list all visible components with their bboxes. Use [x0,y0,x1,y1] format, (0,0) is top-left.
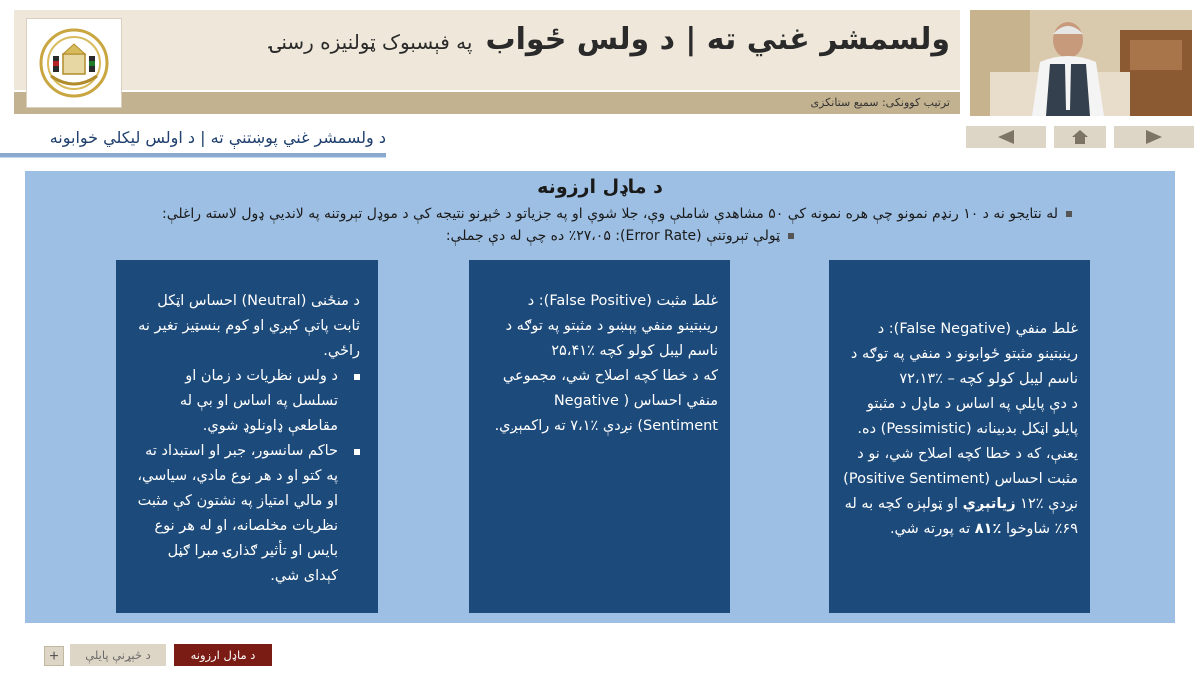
home-button[interactable] [1054,126,1106,148]
panel-title: د ماډل ارزونه [537,176,663,198]
arrow-left-icon [997,130,1015,144]
tab-model-evaluation[interactable]: د ماډل ارزونه [174,644,272,666]
bullet-square-icon [354,449,360,455]
false-negative-box: غلط منفي (False Negative): د رينبتينو مثبتو ځوابونو د منفي په توګه د ناسم ليبل کولو کچه – ٪۷۲،۱۳ د دې پايلې په اساس د ماډل د مثبتو پايلو اټکل بدبينانه (Pessimistic) ده. يعنې، که د خطا کچه اصلاح شي، نو د مثبت احساس (Positive Sentiment) نږدې ٪۱۲ زياتېږي او ټولېزه کچه به له ٪۶۹ شاوخوا ٪۸۱ ته پورته شي. [829,260,1090,613]
panel-bullet-2: ټولې تېروتنې (Error Rate): ٪۲۷،۰۵ ده چې له دې جملې: [446,228,794,244]
list-item: حاکم سانسور، جبر او استبداد ته په کتو او د هر نوع مادي، سياسي، او مالي امتياز په نشتون کې مثبت نظريات مخلصانه، او له هر نوع بايس او تأثير ګذارۍ مبرا ګڼل کېدای شي. [136,439,338,589]
title-sub: په فېسبوک ټولنيزه رسنۍ [269,30,473,54]
tab-research-results[interactable]: د څېړنې پايلې [70,644,166,666]
neutral-list [136,364,360,589]
neutral-box: د منځنی (Neutral) احساس اټکل ثابت پاتې کېږي او کوم بنسټيز تغير نه راځي. د ولس نظريات د زمان او تسلسل په اساس او بې له مقاطعې ډاونلوډ شوي. حاکم سانسور، جبر او استبداد ته په کتو او د هر نوع مادي، سياسي، او مالي امتياز په نشتون کې مثبت نظريات مخلصانه، او له هر نوع بايس او تأثير ګذارۍ مبرا ګڼل کېدای شي. [116,260,378,613]
next-button[interactable] [1114,126,1194,148]
false-positive-box: غلط مثبت (False Positive): د رينبتينو منفي پېښو د مثبتو په توګه د ناسم ليبل کولو کچه ٪۲۵،۴۱ که د خطا کچه اصلاح شي، مجموعي منفي احساس ( Negative Sentiment) نږدې ٪۷،۱ ته راکمېږي. [469,260,730,613]
add-tab-button[interactable]: + [44,646,64,666]
prev-button[interactable] [966,126,1046,148]
national-emblem [26,18,122,108]
home-icon [1071,129,1089,145]
title-main: ولسمشر غني ته | د ولس ځواب [485,22,950,57]
panel-bullet-1: له نتايجو نه د ۱۰ رنډم نمونو چې هره نمونه کې ۵۰ مشاهدې شاملې وې، جلا شوې او په جزياتو د څېړنو نتيجه کې د موډل تېروتنه په لانديې ډول لاسته راغلې: [162,206,1072,222]
bullet-square-icon [788,233,794,239]
list-item: د ولس نظريات د زمان او تسلسل په اساس او بې له مقاطعې ډاونلوډ شوي. [136,364,338,439]
emblem-icon [37,26,111,100]
page-title [270,22,950,57]
bullet-square-icon [354,374,360,380]
bullet-square-icon [1066,211,1072,217]
arrow-right-icon [1145,130,1163,144]
subtitle-underline-light [0,157,386,158]
credit-text: ترتيب کوونکی: سمیع ستانکزی [810,96,950,109]
president-photo [970,10,1192,116]
section-subtitle: د ولسمشر غني پوښتنې ته | د اولس ليکلي خوابونه [49,128,386,147]
